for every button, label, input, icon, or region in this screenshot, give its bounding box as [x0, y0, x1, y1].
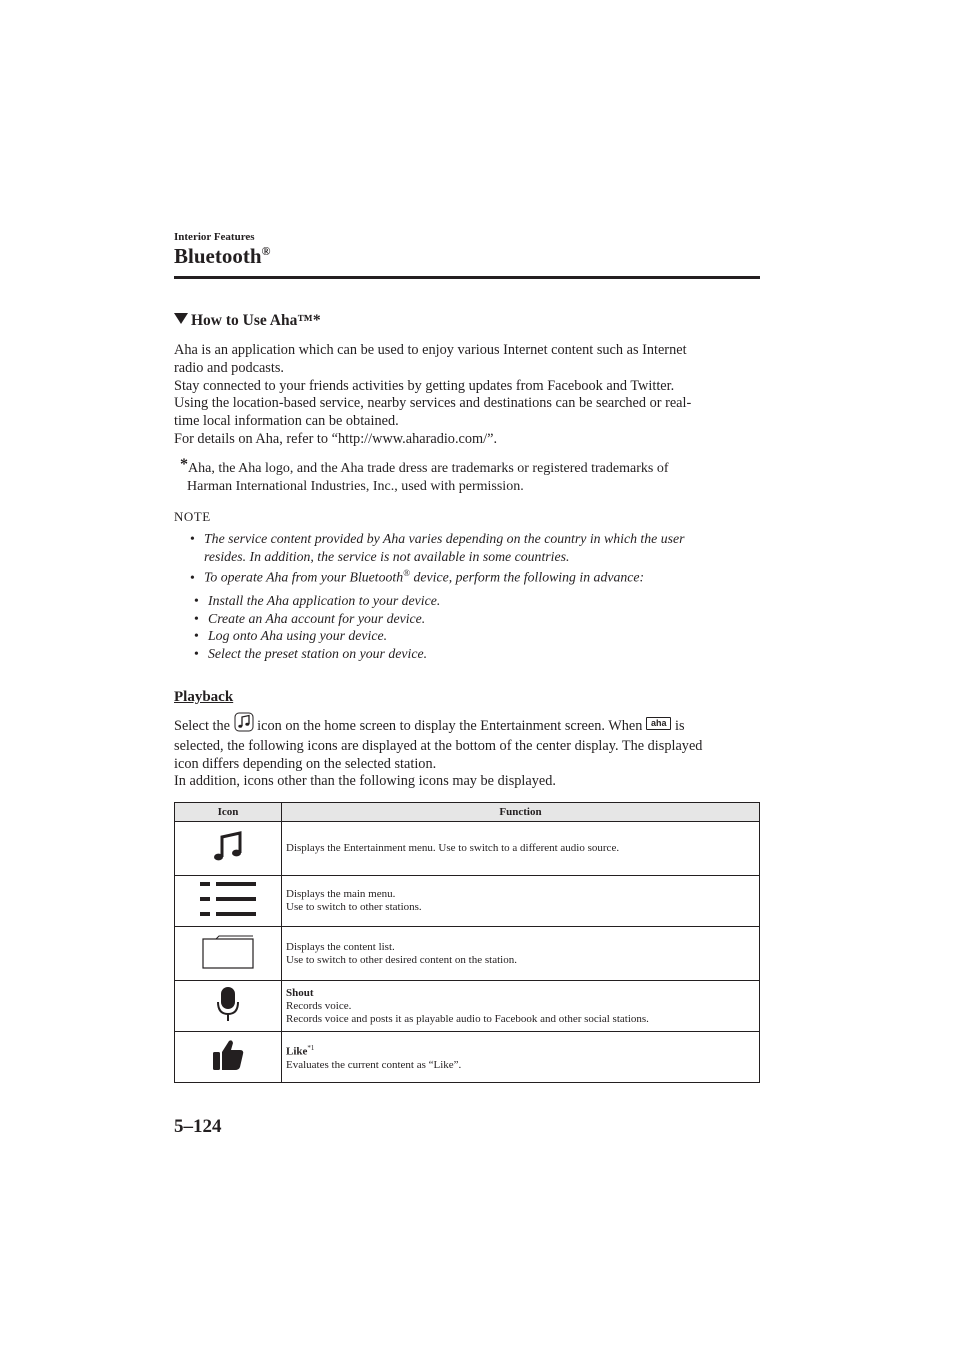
note-subitem: • Install the Aha application to your device.	[194, 593, 441, 608]
thumbs-up-icon	[212, 1063, 244, 1075]
playback-paragraph: Select the icon on the home screen to display the Entertainment screen. When aha is selected, the following icons are displayed at the bottom of the center display. The displayed icon differs depending on the selected station. In addition, icons other than the following icons may be displayed.	[174, 712, 764, 791]
note-subitem: • Log onto Aha using your device.	[194, 628, 388, 643]
playback-heading: Playback	[174, 689, 234, 705]
triangle-marker-icon	[174, 313, 188, 324]
trademark-footnote: *Aha, the Aha logo, and the Aha trade dress are trademarks or registered trademarks of Harman International Industries, Inc., used with permission.	[180, 456, 669, 494]
note-item: • The service content provided by Aha varies depending on the country in which the user	[190, 531, 685, 546]
microphone-icon	[217, 1013, 239, 1025]
table-row: Displays the content list. Use to switch to other desired content on the station.	[175, 927, 760, 981]
table-row: Like$^{*1}$ Evaluates the current content as “Like”.	[175, 1032, 760, 1083]
note-sublist	[194, 592, 754, 662]
page-number: 5–124	[174, 1116, 222, 1137]
music-note-icon	[234, 712, 254, 738]
note-subitem: • Create an Aha account for your device.	[194, 610, 426, 626]
note-item: • To operate Aha from your Bluetooth® device, perform the following in advance:	[190, 568, 645, 585]
intro-paragraph: Aha is an application which can be used to enjoy various Internet content such as Internet radio and podcasts. Stay connected to your friends activities by getting updates from Facebook and Twitter. Using the location-based service, nearby services and destinations can be searched or real- time local information can be obtained. For details on Aha, refer to “http://www.aharadio.com/”.	[174, 342, 692, 447]
table-row: Displays the Entertainment menu. Use to switch to a different audio source.	[175, 822, 760, 876]
section-heading: How to Use Aha™*	[174, 312, 321, 330]
note-list: • The service content provided by Aha varies depending on the country in which the user resides. In addition, the service is not available in some countries. • To operate Aha from your Bluetooth® device, perform the following in advance:	[190, 530, 765, 586]
music-note-icon	[211, 855, 245, 867]
table-header-row	[175, 803, 760, 822]
folder-icon	[202, 960, 254, 972]
note-label: NOTE	[174, 509, 211, 524]
aha-badge: aha	[646, 717, 672, 730]
list-menu-icon	[200, 907, 256, 919]
header-rule	[174, 276, 760, 279]
header-function: Function	[282, 803, 760, 822]
header-icon: Icon	[175, 803, 282, 822]
icon-function-table	[174, 802, 760, 1083]
section-label: Interior Features	[174, 231, 255, 243]
table-row: Displays the main menu. Use to switch to other stations.	[175, 876, 760, 927]
note-subitem: • Select the preset station on your device.	[194, 645, 428, 661]
chapter-title: Bluetooth®	[174, 244, 271, 268]
table-row: Shout Records voice. Records voice and posts it as playable audio to Facebook and other social stations.	[175, 981, 760, 1032]
